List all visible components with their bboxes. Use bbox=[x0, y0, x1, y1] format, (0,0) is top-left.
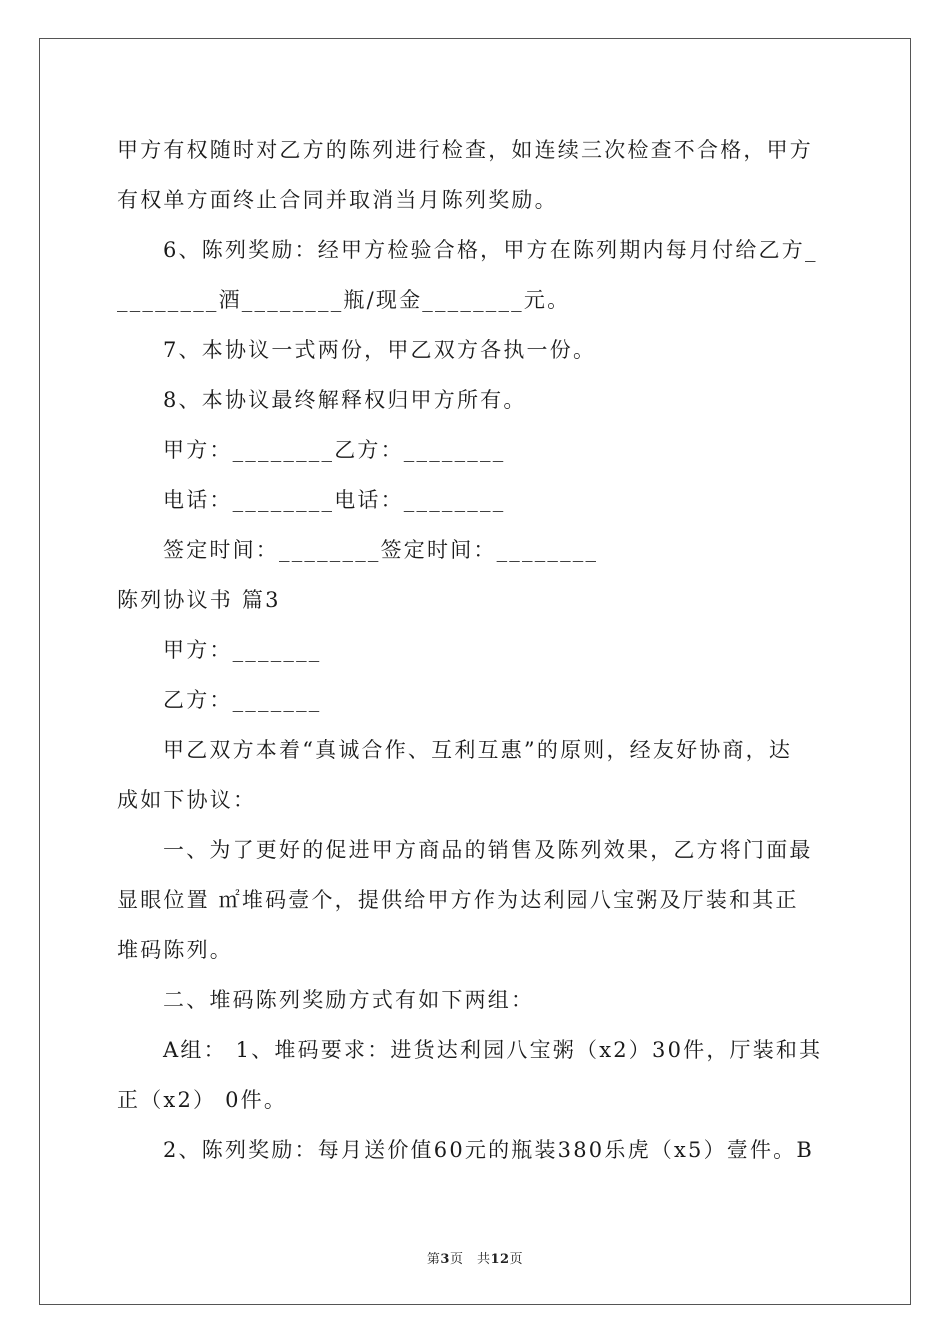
footer-prefix: 第 bbox=[426, 1252, 441, 1267]
text-line: 有权单方面终止合同并取消当月陈列奖励。 bbox=[117, 188, 558, 212]
document-body bbox=[117, 125, 837, 1175]
text-line: ________酒________瓶/现金________元。 bbox=[117, 288, 571, 312]
footer-middle: 页 共 bbox=[449, 1252, 491, 1267]
text-line: 成如下协议： bbox=[117, 788, 257, 812]
text-line: 正（x2） 0件。 bbox=[117, 1088, 288, 1112]
text-line: A组： 1、堆码要求：进货达利园八宝粥（x2）30件，厅装和其 bbox=[163, 1038, 823, 1062]
signature-date-line: 签定时间：________签定时间：________ bbox=[163, 538, 599, 562]
text-line: 二、堆码陈列奖励方式有如下两组： bbox=[163, 988, 535, 1012]
signature-party-line: 甲方：________乙方：________ bbox=[163, 438, 506, 462]
signature-phone-line: 电话：________电话：________ bbox=[163, 488, 506, 512]
current-page-number: 3 bbox=[440, 1252, 450, 1267]
text-line: 堆码陈列。 bbox=[117, 938, 233, 962]
party-a-line: 甲方：_______ bbox=[163, 638, 322, 662]
party-b-line: 乙方：_______ bbox=[163, 688, 322, 712]
total-page-count: 12 bbox=[490, 1252, 510, 1267]
page-footer bbox=[0, 1248, 950, 1267]
section-heading: 陈列协议书 篇3 bbox=[117, 588, 281, 612]
text-line: 6、陈列奖励：经甲方检验合格，甲方在陈列期内每月付给乙方_ bbox=[163, 238, 818, 262]
text-line: 8、本协议最终解释权归甲方所有。 bbox=[163, 388, 527, 412]
footer-suffix: 页 bbox=[509, 1252, 524, 1267]
text-line: 7、本协议一式两份，甲乙双方各执一份。 bbox=[163, 338, 597, 362]
text-line: 甲方有权随时对乙方的陈列进行检查，如连续三次检查不合格，甲方 bbox=[117, 138, 813, 162]
text-line: 一、为了更好的促进甲方商品的销售及陈列效果，乙方将门面最 bbox=[163, 838, 813, 862]
text-line: 显眼位置 ㎡堆码壹个，提供给甲方作为达利园八宝粥及厅装和其正 bbox=[117, 888, 799, 912]
text-line: 甲乙双方本着“真诚合作、互利互惠”的原则，经友好协商，达 bbox=[163, 738, 793, 762]
text-line: 2、陈列奖励：每月送价值60元的瓶装380乐虎（x5）壹件。B bbox=[163, 1138, 814, 1162]
